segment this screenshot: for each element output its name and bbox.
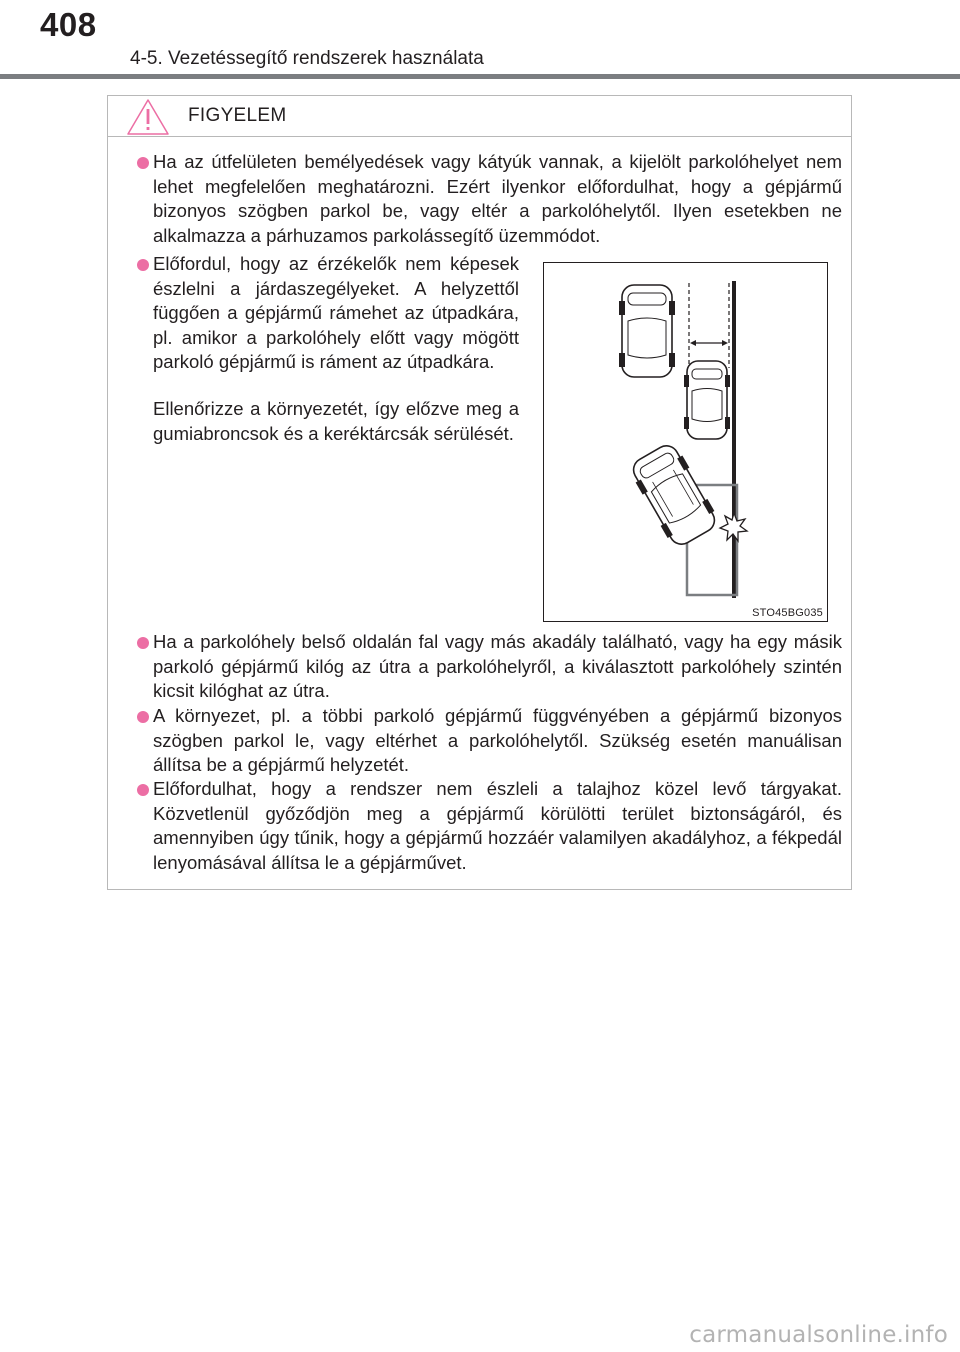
warning-item-4: A környezet, pl. a többi parkoló gépjármű függvényében a gépjármű bizonyos szögben parkol le, vagy eltérhet a parkolóhelytől. Szükség esetén manuálisan állítsa be a gépjármű helyzetét.: [153, 705, 842, 775]
warning-header: [108, 96, 851, 137]
warning-item-3: Ha a parkolóhely belső oldalán fal vagy más akadály található, vagy ha egy másik parkoló gépjármű kilóg az útra a parkolóhelyről, a kiválasztott parkolóhely szintén kicsit kilóghat az útra.: [153, 631, 842, 701]
page-number: 408: [40, 6, 97, 43]
warning-title: FIGYELEM: [188, 105, 287, 126]
section-title: 4-5. Vezetéssegítő rendszerek használata: [130, 48, 484, 69]
watermark: carmanualsonline.info: [689, 1322, 948, 1348]
parked-car-icon: [619, 285, 675, 377]
warning-item-2: Előfordul, hogy az érzékelők nem képesek észlelni a járdaszegélyeket. A helyzettől függően a gépjármű rámehet az útpadkára, pl. amikor a parkolóhely előtt vagy mögött parkoló gépjármű is ráment az útpadkára.: [153, 253, 519, 372]
parking-diagram: [544, 263, 829, 623]
parked-car-icon: [684, 361, 730, 439]
header-rule: [0, 74, 960, 79]
warning-item-2-followup: Ellenőrizze a környezetét, így előzve meg a gumiabroncsok és a keréktárcsák sérülését.: [153, 398, 519, 444]
warning-item-1: Ha az útfelületen bemélyedések vagy kátyúk vannak, a kijelölt parkolóhelyet nem lehet megfelelően meghatározni. Ezért ilyenkor előfordulhat, hogy a gépjármű bizonyos szögben parkol be, vagy eltér a parkolóhelytől. Ilyen esetekben ne alkalmazza a párhuzamos parkolássegítő üzemmódot.: [153, 151, 842, 246]
figure-code: STO45BG035: [752, 607, 823, 619]
parking-illustration: [543, 262, 828, 622]
bullet-dot: [137, 157, 149, 169]
warning-item-5: Előfordulhat, hogy a rendszer nem észleli a talajhoz közel levő tárgyakat. Közvetlenül győződjön meg a gépjármű körülötti terület biztonságáról, és amennyiben úgy tűnik, hogy a gépjármű hozzáér valamilyen akadályhoz, a fékpedál lenyomásával állítsa le a gépjárművet.: [153, 778, 842, 873]
bullet-dot: [137, 259, 149, 271]
own-car-icon: [627, 440, 722, 550]
bullet-dot: [137, 711, 149, 723]
warning-triangle-icon: [126, 98, 170, 136]
bullet-dot: [137, 784, 149, 796]
bullet-dot: [137, 637, 149, 649]
